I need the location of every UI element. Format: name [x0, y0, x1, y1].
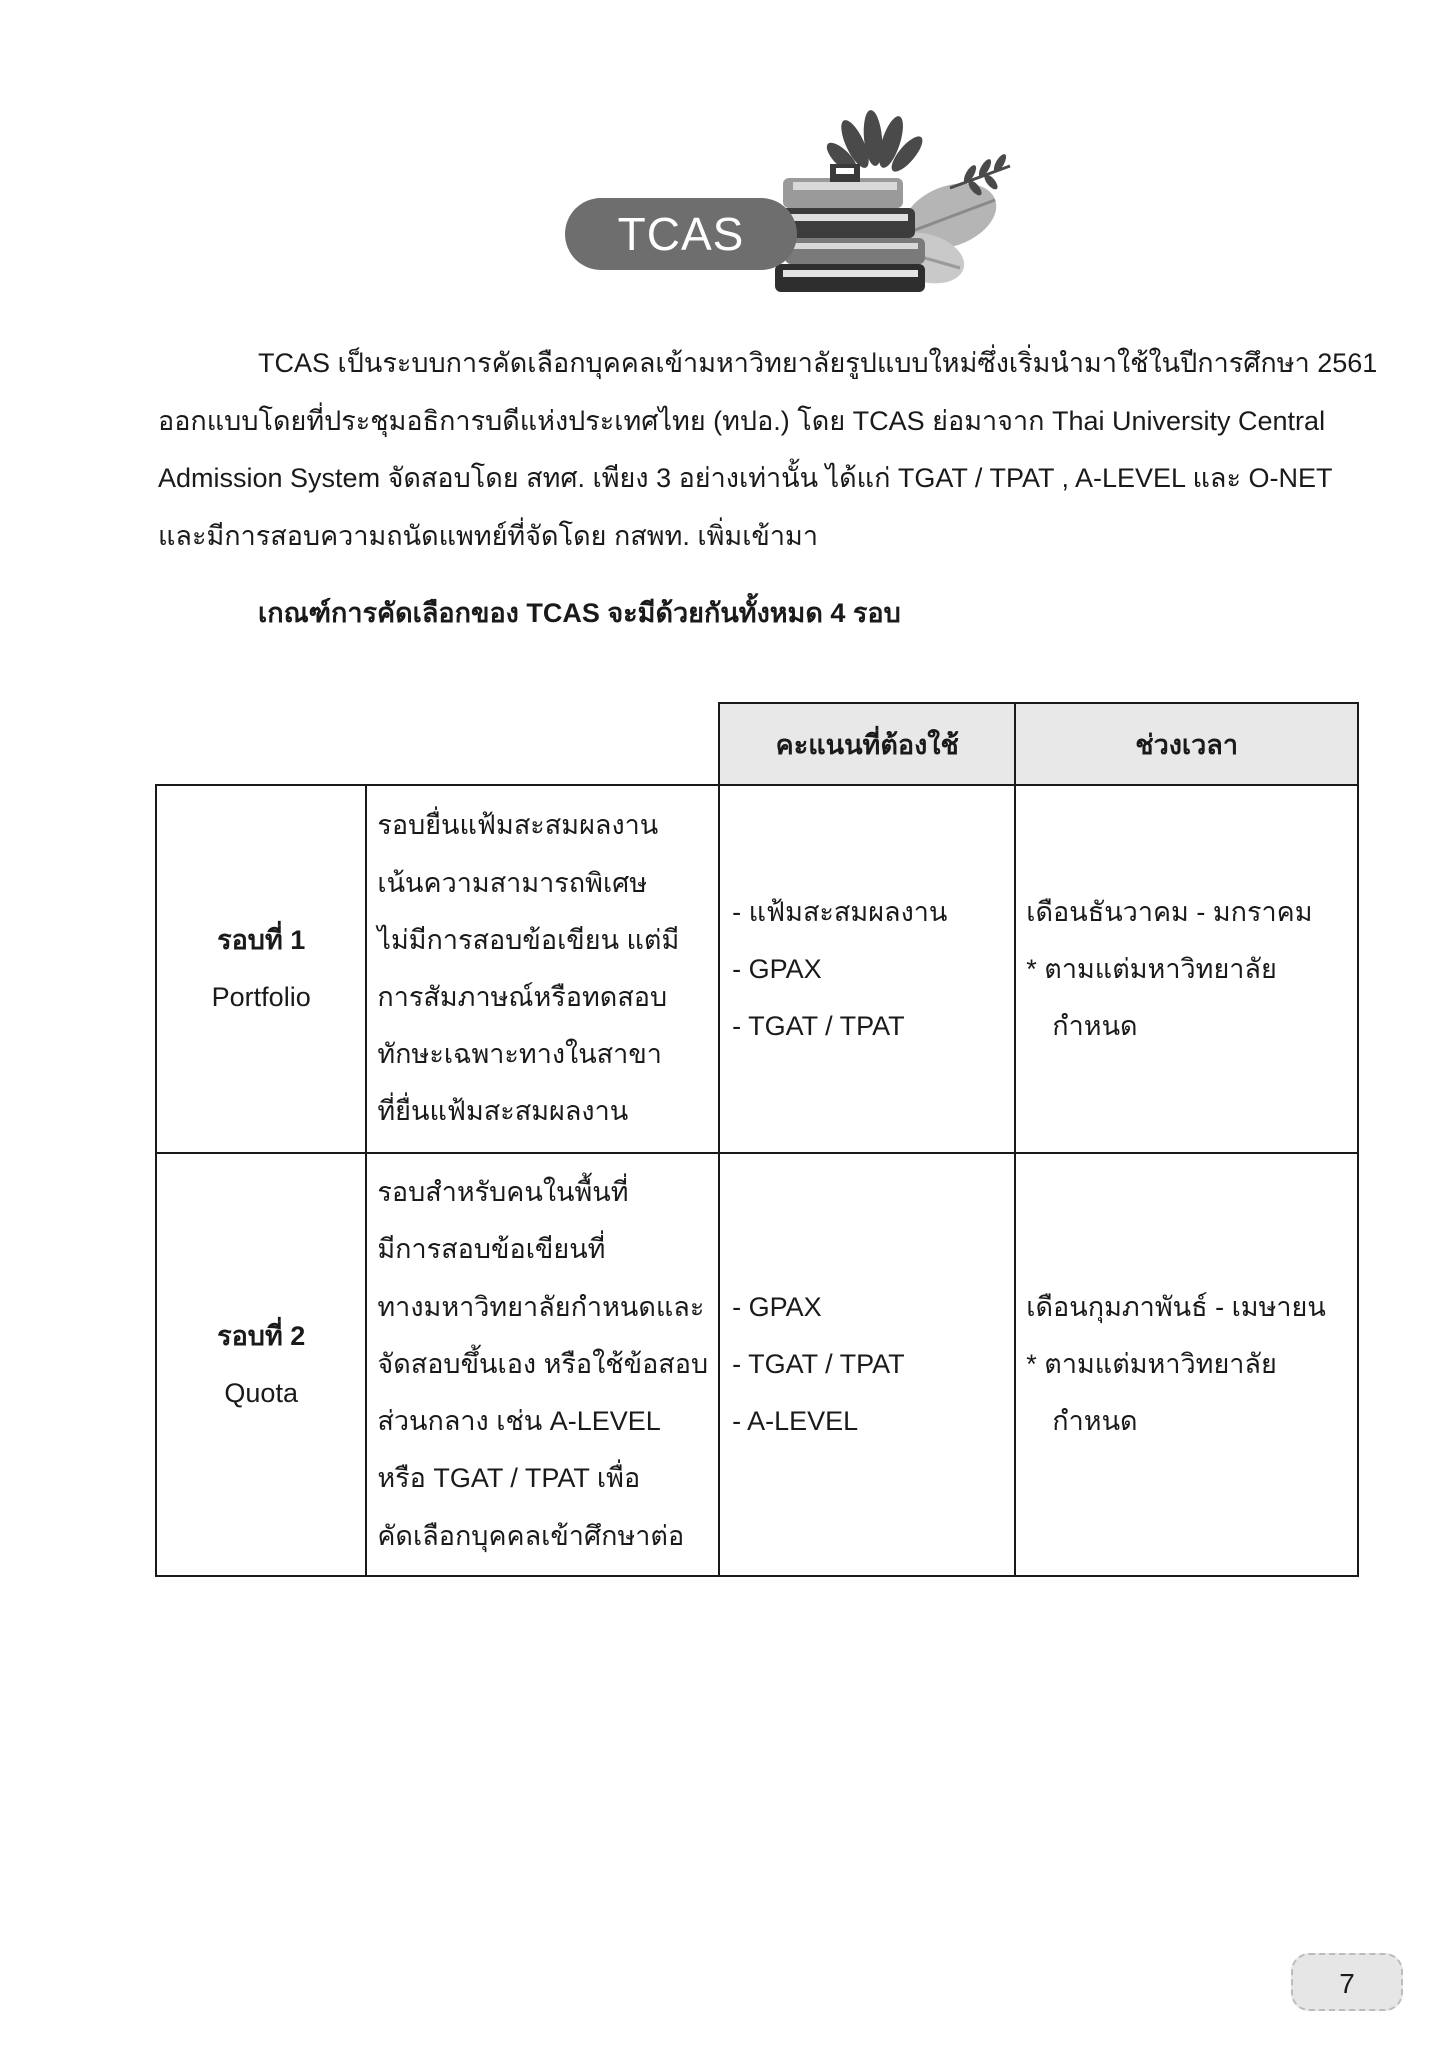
- period-note: กำหนด: [1052, 1010, 1138, 1041]
- period-line: เดือนกุมภาพันธ์ - เมษายน: [1026, 1292, 1326, 1322]
- description-line: มีการสอบข้อเขียนที่: [377, 1234, 606, 1265]
- description-line: จัดสอบขึ้นเอง หรือใช้ข้อสอบ: [377, 1348, 709, 1379]
- description-cell: [366, 785, 719, 1153]
- round-cell: [156, 1153, 366, 1576]
- period-note: กำหนด: [1052, 1406, 1138, 1436]
- score-item: - GPAX: [732, 1292, 822, 1322]
- scores-cell: [719, 1153, 1015, 1576]
- description-line: ทางมหาวิทยาลัยกำหนดและ: [377, 1291, 705, 1322]
- scores-header: คะแนนที่ต้องใช้: [719, 703, 1015, 785]
- score-item: - แฟ้มสะสมผลงาน: [732, 896, 948, 927]
- period-header: ช่วงเวลา: [1015, 703, 1358, 785]
- table-row: [156, 1153, 1358, 1576]
- description-line: เน้นความสามารถพิเศษ: [377, 867, 648, 898]
- period-cell: [1015, 785, 1358, 1153]
- intro-line: ออกแบบโดยที่ประชุมอธิการบดีแห่งประเทศไทย (ทปอ.) โดย TCAS ย่อมาจาก Thai University Central: [158, 405, 1326, 436]
- round-name: รอบที่ 2: [217, 1320, 306, 1351]
- criteria-subheading: เกณฑ์การคัดเลือกของ TCAS จะมีด้วยกันทั้งหมด 4 รอบ: [258, 598, 901, 628]
- intro-line: และมีการสอบความถนัดแพทย์ที่จัดโดย กสพท. เพิ่มเข้ามา: [158, 520, 818, 551]
- description-line: การสัมภาษณ์หรือทดสอบ: [377, 982, 668, 1012]
- score-item: - GPAX: [732, 953, 822, 984]
- table-header-row: [156, 703, 1358, 785]
- description-line: หรือ TGAT / TPAT เพื่อ: [377, 1463, 641, 1494]
- round-name: รอบที่ 1: [217, 925, 306, 955]
- description-line: ส่วนกลาง เช่น A-LEVEL: [377, 1406, 661, 1437]
- description-line: คัดเลือกบุคคลเข้าศึกษาต่อ: [377, 1520, 685, 1551]
- period-cell: [1015, 1153, 1358, 1576]
- criteria-table: [155, 702, 1359, 1577]
- round-cell: [156, 785, 366, 1153]
- description-line: ที่ยื่นแฟ้มสะสมผลงาน: [377, 1096, 629, 1127]
- round-subtitle: Quota: [224, 1377, 298, 1408]
- score-item: - TGAT / TPAT: [732, 1010, 905, 1041]
- description-line: รอบยื่นแฟ้มสะสมผลงาน: [377, 810, 659, 841]
- table-row: [156, 785, 1358, 1153]
- description-line: รอบสำหรับคนในพื้นที่: [377, 1177, 629, 1208]
- score-item: - TGAT / TPAT: [732, 1349, 905, 1379]
- description-line: ทักษะเฉพาะทางในสาขา: [377, 1039, 662, 1070]
- tcas-badge: TCAS: [565, 198, 797, 270]
- intro-line: Admission System จัดสอบโดย สทศ. เพียง 3 อย่างเท่านั้น ได้แก่ TGAT / TPAT , A-LEVEL และ O-NET: [158, 463, 1333, 493]
- page-number: 7: [1291, 1953, 1403, 2011]
- intro-paragraph: [158, 335, 1378, 565]
- period-note: * ตามแต่มหาวิทยาลัย: [1026, 1349, 1277, 1379]
- intro-line: TCAS เป็นระบบการคัดเลือกบุคคลเข้ามหาวิทยาลัยรูปแบบใหม่ซึ่งเริ่มนำมาใช้ในปีการศึกษา 2561: [258, 348, 1378, 378]
- period-note: * ตามแต่มหาวิทยาลัย: [1026, 953, 1277, 984]
- period-line: เดือนธันวาคม - มกราคม: [1026, 896, 1313, 927]
- score-item: - A-LEVEL: [732, 1406, 859, 1436]
- scores-cell: [719, 785, 1015, 1153]
- blank-header-cell: [156, 703, 719, 785]
- round-subtitle: Portfolio: [211, 982, 311, 1012]
- description-line: ไม่มีการสอบข้อเขียน แต่มี: [377, 924, 680, 955]
- description-cell: [366, 1153, 719, 1576]
